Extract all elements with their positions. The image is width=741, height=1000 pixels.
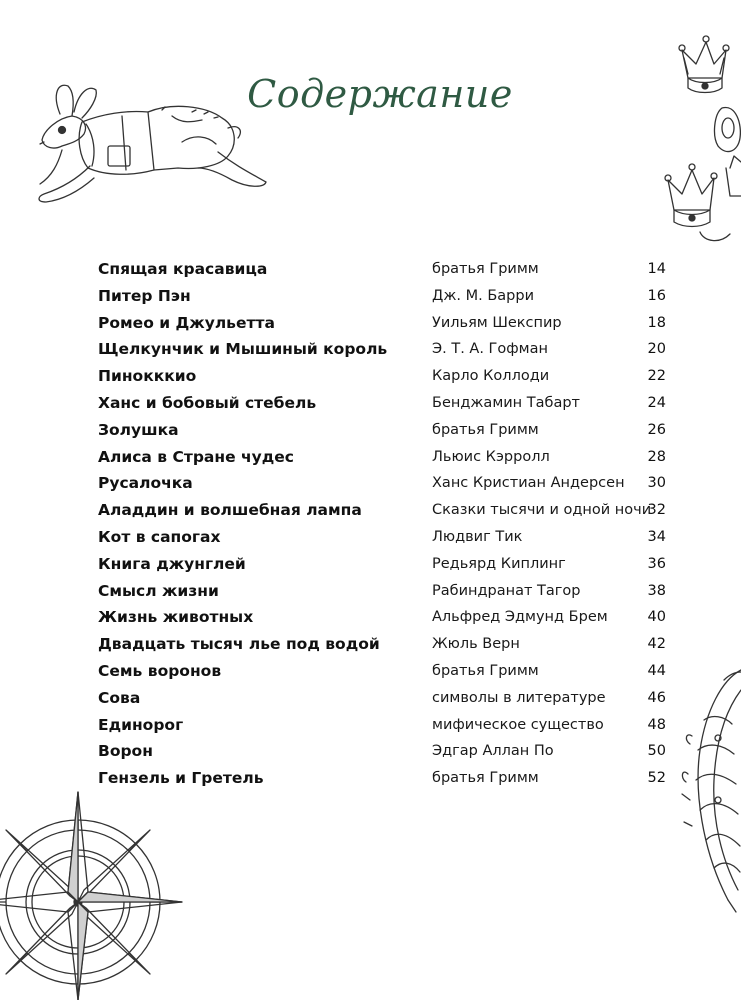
toc-title: Жизнь животных xyxy=(98,608,254,627)
toc-row[interactable] xyxy=(98,310,666,337)
page-title: Содержание xyxy=(247,72,513,116)
toc-row[interactable] xyxy=(98,738,666,765)
toc-author: Дж. М. Барри xyxy=(432,287,535,304)
toc-title: Гензель и Гретель xyxy=(98,769,264,788)
toc-row[interactable] xyxy=(98,712,666,739)
toc-author: Ханс Кристиан Андерсен xyxy=(432,475,625,492)
toc-title: Ромео и Джульетта xyxy=(98,313,275,332)
toc-row[interactable] xyxy=(98,658,666,685)
toc-title: Ворон xyxy=(98,742,153,761)
toc-row[interactable] xyxy=(98,524,666,551)
toc-title: Щелкунчик и Мышиный король xyxy=(98,340,388,359)
toc-row[interactable] xyxy=(98,390,666,417)
toc-page: 42 xyxy=(647,636,666,653)
toc-title: Алиса в Стране чудес xyxy=(98,447,294,466)
compass-rose-illustration xyxy=(0,790,190,1000)
rabbit-illustration xyxy=(22,72,272,217)
toc-page: 20 xyxy=(647,341,666,358)
toc-author: Сказки тысячи и одной ночи xyxy=(432,502,652,519)
toc-title: Спящая красавица xyxy=(98,260,268,278)
toc-page: 50 xyxy=(647,743,666,760)
toc-author: Редьярд Киплинг xyxy=(432,555,566,572)
toc-row[interactable] xyxy=(98,578,666,605)
toc-author: братья Гримм xyxy=(432,261,539,277)
toc-page: 24 xyxy=(647,394,666,411)
toc-title: Пинокккио xyxy=(98,367,197,386)
toc-author: Бенджамин Табарт xyxy=(432,394,580,411)
toc-author: Льюис Кэрролл xyxy=(432,448,550,465)
toc-page: 30 xyxy=(647,475,666,492)
toc-title: Русалочка xyxy=(98,474,193,493)
toc-page: 52 xyxy=(647,770,666,787)
toc-author: Альфред Эдмунд Брем xyxy=(432,609,608,626)
toc-page: 32 xyxy=(647,502,666,519)
toc-title: Золушка xyxy=(98,420,179,439)
toc-author: Эдгар Аллан По xyxy=(432,743,554,760)
toc-page: 26 xyxy=(647,421,666,438)
toc-row[interactable] xyxy=(98,283,666,310)
toc-title: Единорог xyxy=(98,715,184,734)
table-of-contents xyxy=(98,256,666,792)
toc-title: Смысл жизни xyxy=(98,581,219,600)
toc-title: Кот в сапогах xyxy=(98,527,221,546)
toc-page: 40 xyxy=(647,609,666,626)
toc-author: Уильям Шекспир xyxy=(432,314,562,331)
toc-row[interactable] xyxy=(98,631,666,658)
toc-row[interactable] xyxy=(98,470,666,497)
toc-page: 28 xyxy=(647,448,666,465)
toc-author: братья Гримм xyxy=(432,421,539,438)
toc-row[interactable] xyxy=(98,363,666,390)
toc-page: 18 xyxy=(647,314,666,331)
toc-row[interactable] xyxy=(98,765,666,792)
toc-row[interactable] xyxy=(98,336,666,363)
toc-row[interactable] xyxy=(98,685,666,712)
toc-page: 46 xyxy=(647,689,666,706)
toc-row[interactable] xyxy=(98,551,666,578)
toc-title: Аладдин и волшебная лампа xyxy=(98,501,362,520)
toc-row[interactable] xyxy=(98,604,666,631)
toc-author: братья Гримм xyxy=(432,662,539,679)
toc-page: 34 xyxy=(647,528,666,545)
toc-page: 16 xyxy=(647,287,666,304)
toc-title: Семь воронов xyxy=(98,661,222,680)
toc-row[interactable] xyxy=(98,444,666,471)
toc-title: Двадцать тысяч лье под водой xyxy=(98,635,380,654)
toc-page: 44 xyxy=(647,662,666,679)
toc-title: Книга джунглей xyxy=(98,554,246,573)
toc-author: братья Гримм xyxy=(432,770,539,787)
toc-row[interactable] xyxy=(98,256,666,283)
crown-illustration xyxy=(660,28,741,248)
toc-author: Карло Коллоди xyxy=(432,368,550,385)
toc-author: Жюль Верн xyxy=(432,636,520,653)
toc-page: 38 xyxy=(647,582,666,599)
toc-page: 14 xyxy=(647,261,666,277)
toc-title: Ханс и бобовый стебель xyxy=(98,393,317,412)
toc-page: 48 xyxy=(647,716,666,733)
toc-page: 22 xyxy=(647,368,666,385)
toc-author: мифическое существо xyxy=(432,716,604,733)
toc-title: Питер Пэн xyxy=(98,286,191,305)
toc-author: Э. Т. А. Гофман xyxy=(432,341,548,358)
toc-author: Рабиндранат Тагор xyxy=(432,582,581,599)
toc-author: символы в литературе xyxy=(432,689,606,706)
toc-page: 36 xyxy=(647,555,666,572)
toc-author: Людвиг Тик xyxy=(432,528,523,545)
feather-illustration xyxy=(678,650,741,920)
toc-title: Сова xyxy=(98,688,141,707)
toc-row[interactable] xyxy=(98,497,666,524)
toc-row[interactable] xyxy=(98,417,666,444)
